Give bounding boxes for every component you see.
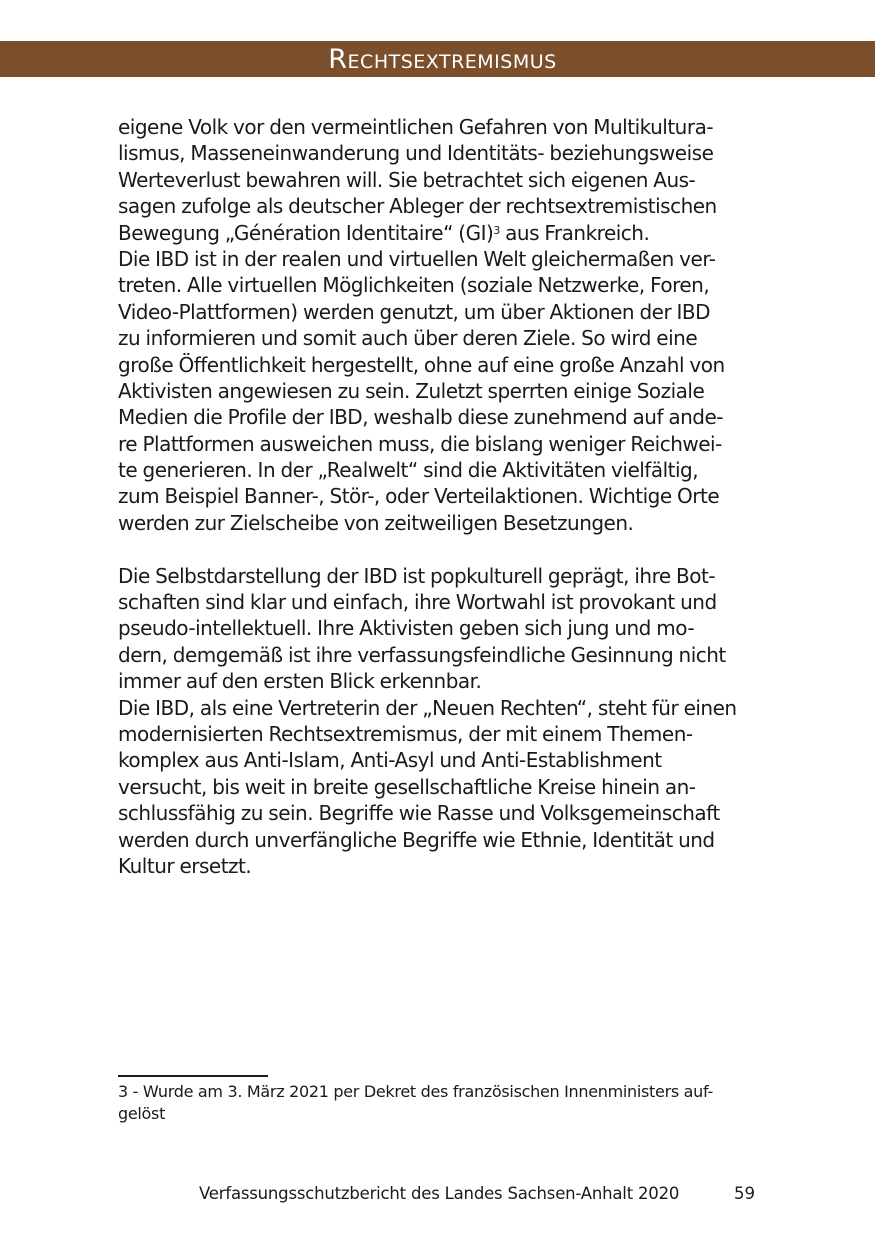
text-line: pseudo-intellektuell. Ihre Aktivisten geben sich jung und mo- [118,616,695,641]
text-line: komplex aus Anti-Islam, Anti-Asyl und Anti-Establishment [118,748,662,773]
main-text [118,114,758,879]
text-line: lismus, Masseneinwanderung und Identitäts- beziehungsweise [118,141,714,166]
text-line: große Öffentlichkeit hergestellt, ohne auf eine große Anzahl von [118,352,725,377]
text-line: re Plattformen ausweichen muss, die bislang weniger Reichwei- [118,431,722,456]
text-line: Video-Plattformen) werden genutzt, um über Aktionen der IBD [118,299,711,324]
text-line: Die IBD, als eine Vertreterin der „Neuen Rechten“, steht für einen [118,695,737,720]
text-line: Aktivisten angewiesen zu sein. Zuletzt sperrten einige Soziale [118,378,705,403]
text-line: zum Beispiel Banner-, Stör-, oder Verteilaktionen. Wichtige Orte [118,484,720,509]
page-number: 59 [734,1184,755,1203]
text-line: sagen zufolge als deutscher Ableger der rechtsextremistischen [118,194,717,219]
footer-publication-title: Verfassungsschutzbericht des Landes Sachsen-Anhalt 2020 [199,1184,680,1203]
footnote [118,1081,758,1124]
text-fragment: aus Frankreich. [499,220,650,245]
text-line: werden durch unverfängliche Begriffe wie Ethnie, Identität und [118,827,715,852]
footnote-line: gelöst [118,1103,166,1123]
text-fragment: Bewegung „Génération Identitaire“ (GI) [118,220,494,245]
text-line: schaften sind klar und einfach, ihre Wortwahl ist provokant und [118,590,717,615]
text-line: Die Selbstdarstellung der IBD ist popkulturell geprägt, ihre Bot- [118,563,716,588]
text-line: Kultur ersetzt. [118,853,252,878]
text-line: immer auf den ersten Blick erkennbar. [118,669,482,694]
text-line: dern, demgemäß ist ihre verfassungsfeindliche Gesinnung nicht [118,642,726,667]
text-line: eigene Volk vor den vermeintlichen Gefahren von Multikultura- [118,115,714,139]
text-line: Die IBD ist in der realen und virtuellen Welt gleichermaßen ver- [118,246,716,271]
text-line: treten. Alle virtuellen Möglichkeiten (soziale Netzwerke, Foren, [118,273,710,298]
text-line: werden zur Zielscheibe von zeitweiligen Besetzungen. [118,510,634,535]
text-line: schlussfähig zu sein. Begriffe wie Rasse und Volksgemeinschaft [118,801,720,826]
text-line-with-footnote-ref [118,220,758,246]
footnote-reference: 3 [493,223,500,237]
text-line: Werteverlust bewahren will. Sie betrachtet sich eigenen Aus- [118,167,696,192]
text-line: versucht, bis weit in breite gesellschaftliche Kreise hinein an- [118,774,696,799]
text-line: Medien die Profile der IBD, weshalb diese zunehmend auf ande- [118,405,724,430]
section-title: Rechtsextremismus [328,44,557,75]
text-line: modernisierten Rechtsextremismus, der mit einem Themen- [118,721,693,746]
footnote-divider [118,1075,268,1077]
footnote-line: 3 - Wurde am 3. März 2021 per Dekret des französischen Innenministers auf- [118,1082,713,1101]
paragraph-gap [118,536,758,562]
text-line: te generieren. In der „Realwelt“ sind die Aktivitäten vielfältig, [118,458,699,483]
text-line: zu informieren und somit auch über deren Ziele. So wird eine [118,326,698,351]
